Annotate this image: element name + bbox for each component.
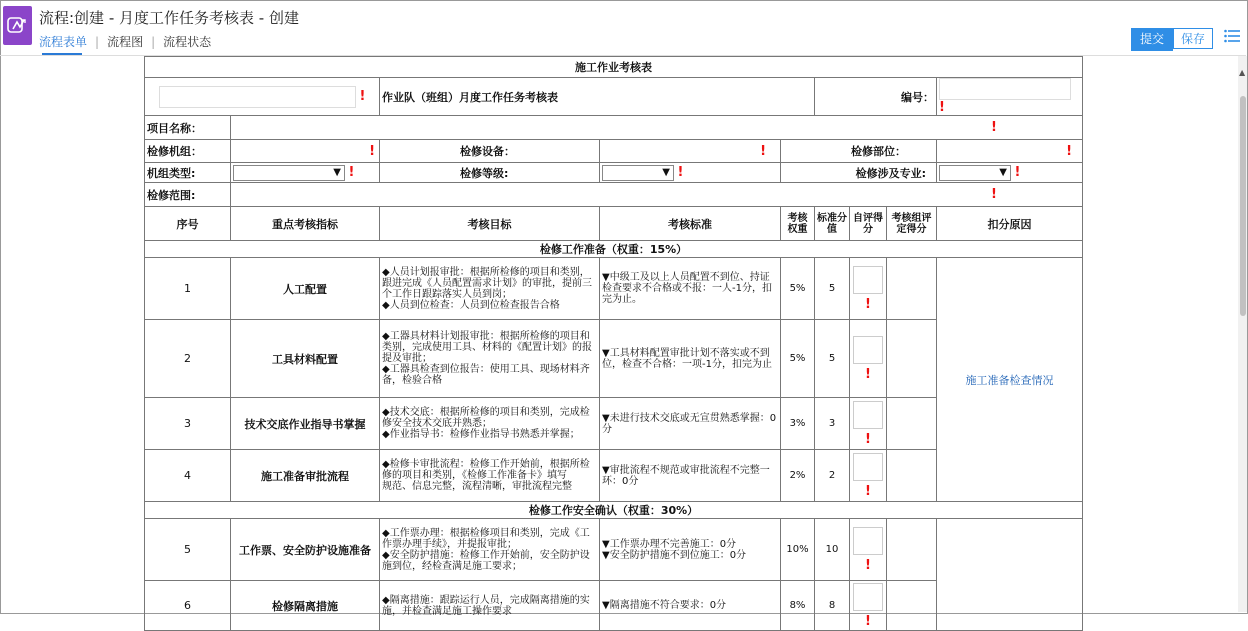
repair-location-input[interactable] <box>937 140 1083 163</box>
row-std-score: 8 <box>815 581 850 631</box>
required-mark: ! <box>865 613 871 629</box>
col-self-score: 自评得分 <box>850 207 887 241</box>
row-seq: 4 <box>145 450 231 502</box>
required-mark: ! <box>865 483 871 499</box>
specialty-select[interactable] <box>939 165 1011 181</box>
assessment-form <box>144 56 1082 629</box>
workflow-app-icon <box>3 6 32 45</box>
tab-divider: | <box>151 35 156 49</box>
required-mark: ! <box>865 296 871 312</box>
row-indicator: 技术交底作业指导书掌握 <box>231 398 380 450</box>
col-std-score: 标准分值 <box>815 207 850 241</box>
row-weight: 5% <box>781 258 815 320</box>
assessment-table <box>144 56 1083 631</box>
row-standard: ▼审批流程不规范或审批流程不完整一环：0分 <box>600 450 781 502</box>
row-seq: 6 <box>145 581 231 631</box>
required-mark: ! <box>865 431 871 447</box>
row-std-score: 2 <box>815 450 850 502</box>
repair-unit-label: 检修机组： <box>145 140 231 163</box>
required-mark: ! <box>939 100 945 115</box>
self-score-input[interactable] <box>853 401 883 429</box>
row-goal: ◆隔离措施：跟踪运行人员，完成隔离措施的实施，并检查满足施工操作要求 <box>380 581 600 631</box>
submit-button[interactable]: 提交 <box>1131 28 1173 51</box>
row-indicator: 工具材料配置 <box>231 320 380 398</box>
row-indicator: 工作票、安全防护设施准备 <box>231 519 380 581</box>
scrollbar-thumb[interactable] <box>1240 96 1246 316</box>
self-score-input[interactable] <box>853 266 883 294</box>
self-score-input[interactable] <box>853 527 883 555</box>
table-row <box>145 519 1083 581</box>
row-std-score: 10 <box>815 519 850 581</box>
repair-equipment-label: 检修设备： <box>380 140 600 163</box>
col-weight: 考核权重 <box>781 207 815 241</box>
repair-level-label: 检修等级: <box>380 163 600 183</box>
row-std-score: 5 <box>815 258 850 320</box>
company-input[interactable] <box>159 86 356 108</box>
chevron-down-icon: ▼ <box>999 166 1007 178</box>
row-seq: 2 <box>145 320 231 398</box>
repair-location-label: 检修部位： <box>781 140 937 163</box>
col-seq: 序号 <box>145 207 231 241</box>
menu-list-icon[interactable] <box>1224 29 1240 46</box>
table-row <box>145 258 1083 320</box>
group-score-cell <box>887 450 937 502</box>
repair-equipment-input[interactable] <box>600 140 781 163</box>
group-score-cell <box>887 519 937 581</box>
row-standard: ▼工具材料配置审批计划不落实或不到位，检查不合格：一项-1分，扣完为止 <box>600 320 781 398</box>
chevron-down-icon: ▼ <box>662 166 670 178</box>
form-title: 施工作业考核表 <box>145 57 1083 78</box>
row-weight: 5% <box>781 320 815 398</box>
col-group-score: 考核组评定得分 <box>887 207 937 241</box>
row-weight: 8% <box>781 581 815 631</box>
repair-scope-input[interactable] <box>231 183 1083 207</box>
row-goal: ◆工作票办理：根据检修项目和类别，完成《工作票办理手续》，并提报审批； ◆安全防护措施：检修工作开始前，安全防护设施到位，经检查满足施工要求； <box>380 519 600 581</box>
unit-type-select[interactable] <box>233 165 345 181</box>
form-subtitle: 作业队（班组）月度工作任务考核表 <box>380 78 815 116</box>
row-goal: ◆工器具材料计划报审批：根据所检修的项目和类别，完成使用工具、材料的《配置计划》的报提及审批； ◆工器具检查到位报告：使用工具、现场材料齐备，检验合格 <box>380 320 600 398</box>
page-title: 流程:创建 - 月度工作任务考核表 - 创建 <box>39 9 299 27</box>
reason-cell <box>937 519 1083 631</box>
group-score-cell <box>887 258 937 320</box>
save-button[interactable]: 保存 <box>1173 28 1213 49</box>
group-score-cell <box>887 581 937 631</box>
tab-bar <box>39 33 211 50</box>
section-header: 检修工作安全确认（权重：30%） <box>145 502 1083 519</box>
project-name-label: 项目名称： <box>145 116 231 140</box>
unit-type-label: 机组类型: <box>145 163 231 183</box>
col-goal: 考核目标 <box>380 207 600 241</box>
row-weight: 2% <box>781 450 815 502</box>
self-score-input[interactable] <box>853 583 883 611</box>
required-mark: ! <box>677 164 684 180</box>
repair-scope-label: 检修范围: <box>145 183 231 207</box>
repair-level-select[interactable] <box>602 165 674 181</box>
prep-check-link[interactable]: 施工准备检查情况 <box>965 373 1054 387</box>
required-mark: ! <box>760 143 766 159</box>
tab-form[interactable]: 流程表单 <box>39 35 88 49</box>
required-mark: ! <box>1066 143 1073 159</box>
row-standard: ▼工作票办理不完善施工：0分 ▼安全防护措施不到位施工：0分 <box>600 519 781 581</box>
chevron-down-icon: ▼ <box>333 166 341 178</box>
group-score-cell <box>887 320 937 398</box>
row-indicator: 人工配置 <box>231 258 380 320</box>
required-mark: ! <box>359 88 366 104</box>
row-indicator: 施工准备审批流程 <box>231 450 380 502</box>
self-score-input[interactable] <box>853 453 883 481</box>
scroll-up-arrow-icon[interactable]: ▲ <box>1239 68 1246 77</box>
repair-unit-input[interactable] <box>231 140 380 163</box>
reason-cell <box>937 258 1083 502</box>
col-indicator: 重点考核指标 <box>231 207 380 241</box>
row-weight: 3% <box>781 398 815 450</box>
required-mark: ! <box>1014 164 1021 180</box>
flow-icon <box>7 15 29 37</box>
row-seq: 3 <box>145 398 231 450</box>
group-score-cell <box>887 398 937 450</box>
row-seq: 1 <box>145 258 231 320</box>
required-mark: ! <box>348 164 355 180</box>
row-standard: ▼中级工及以上人员配置不到位、持证检查要求不合格或不报：一人-1分，扣完为止。 <box>600 258 781 320</box>
section-header: 检修工作准备（权重：15%） <box>145 241 1083 258</box>
row-weight: 10% <box>781 519 815 581</box>
row-std-score: 5 <box>815 320 850 398</box>
number-input[interactable] <box>939 78 1071 100</box>
row-seq: 5 <box>145 519 231 581</box>
tab-flow-chart[interactable]: 流程图 <box>107 35 144 49</box>
required-mark: ! <box>865 557 871 573</box>
number-label: 编号： <box>815 78 937 116</box>
row-std-score: 3 <box>815 398 850 450</box>
required-mark: ! <box>991 187 997 202</box>
tab-flow-status[interactable]: 流程状态 <box>163 35 212 49</box>
row-standard: ▼隔离措施不符合要求：0分 <box>600 581 781 631</box>
required-mark: ! <box>991 120 997 135</box>
row-indicator: 检修隔离措施 <box>231 581 380 631</box>
row-goal: ◆人员计划报审批：根据所检修的项目和类别，跟进完成《人员配置需求计划》的审批，提前三个工作日跟踪落实人员到岗； ◆人员到位检查：人员到位检查报告合格 <box>380 258 600 320</box>
row-goal: ◆技术交底：根据所检修的项目和类别，完成检修安全技术交底并熟悉； ◆作业指导书：检修作业指导书熟悉并掌握； <box>380 398 600 450</box>
tab-divider: | <box>95 35 100 49</box>
col-reason: 扣分原因 <box>937 207 1083 241</box>
required-mark: ! <box>369 143 375 159</box>
required-mark: ! <box>865 366 871 382</box>
specialty-label: 检修涉及专业: <box>781 163 937 183</box>
row-goal: ◆检修卡审批流程：检修工作开始前，根据所检修的项目和类别，《检修工作准备卡》填写 规范、信息完整，流程清晰，审批流程完整 <box>380 450 600 502</box>
col-standard: 考核标准 <box>600 207 781 241</box>
self-score-input[interactable] <box>853 336 883 364</box>
row-standard: ▼未进行技术交底或无宣贯熟悉掌握：0分 <box>600 398 781 450</box>
